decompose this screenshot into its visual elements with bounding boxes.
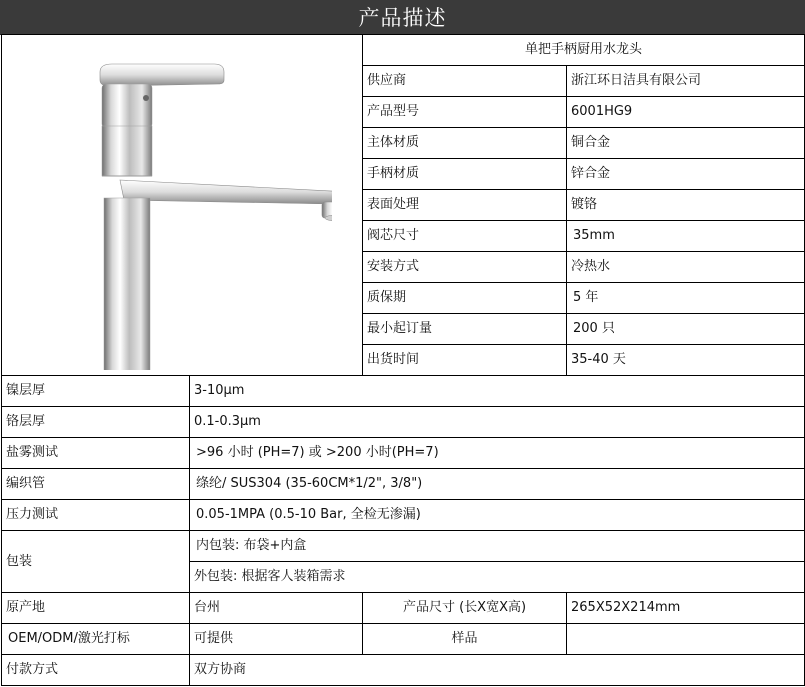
oem-label: OEM/ODM/激光打标 — [2, 624, 190, 655]
packaging-inner: 内包装: 布袋+内盒 — [190, 531, 805, 562]
oem-value: 可提供 — [190, 624, 363, 655]
spec-value: 35mm — [567, 221, 805, 252]
spec-value: 镀铬 — [567, 190, 805, 221]
origin-size-row — [2, 593, 805, 624]
spec-label: 阀芯尺寸 — [363, 221, 567, 252]
detail-row — [2, 469, 805, 500]
detail-row — [2, 376, 805, 407]
sample-value — [567, 624, 805, 655]
detail-value: >96 小时 (PH=7) 或 >200 小时(PH=7) — [190, 438, 805, 469]
sample-label: 样品 — [363, 624, 567, 655]
payment-value: 双方协商 — [190, 655, 805, 686]
spec-label: 手柄材质 — [363, 159, 567, 190]
origin-value: 台州 — [190, 593, 363, 624]
detail-label: 压力测试 — [2, 500, 190, 531]
packaging-outer: 外包装: 根据客人装箱需求 — [190, 562, 805, 593]
title-bar — [0, 0, 805, 35]
spec-value: 浙江环日洁具有限公司 — [567, 66, 805, 97]
faucet-icon — [2, 35, 362, 375]
spec-value: 35-40 天 — [567, 345, 805, 376]
spec-label: 主体材质 — [363, 128, 567, 159]
detail-row — [2, 407, 805, 438]
page-title: 产品描述 — [358, 6, 447, 30]
detail-value: 0.05-1MPA (0.5-10 Bar, 全检无渗漏) — [190, 500, 805, 531]
spec-value: 铜合金 — [567, 128, 805, 159]
product-image-cell — [2, 35, 363, 376]
detail-label: 铬层厚 — [2, 407, 190, 438]
packaging-label: 包装 — [2, 531, 190, 593]
spec-label: 表面处理 — [363, 190, 567, 221]
product-name: 单把手柄厨用水龙头 — [363, 35, 805, 66]
payment-row — [2, 655, 805, 686]
spec-label: 产品型号 — [363, 97, 567, 128]
spec-label: 出货时间 — [363, 345, 567, 376]
spec-value: 5 年 — [567, 283, 805, 314]
detail-value: 0.1-0.3μm — [190, 407, 805, 438]
size-value: 265X52X214mm — [567, 593, 805, 624]
detail-label: 镍层厚 — [2, 376, 190, 407]
detail-label: 编织管 — [2, 469, 190, 500]
spec-value: 200 只 — [567, 314, 805, 345]
spec-label: 安装方式 — [363, 252, 567, 283]
detail-row — [2, 438, 805, 469]
spec-value: 锌合金 — [567, 159, 805, 190]
spec-label: 供应商 — [363, 66, 567, 97]
detail-value: 3-10μm — [190, 376, 805, 407]
spec-label: 质保期 — [363, 283, 567, 314]
spec-value: 冷热水 — [567, 252, 805, 283]
product-name-row — [2, 35, 805, 66]
oem-sample-row — [2, 624, 805, 655]
detail-label: 盐雾测试 — [2, 438, 190, 469]
spec-table — [1, 34, 805, 686]
packaging-row — [2, 531, 805, 562]
spec-label: 最小起订量 — [363, 314, 567, 345]
size-label: 产品尺寸 (长X宽X高) — [363, 593, 567, 624]
spec-value: 6001HG9 — [567, 97, 805, 128]
payment-label: 付款方式 — [2, 655, 190, 686]
detail-value: 绦纶/ SUS304 (35-60CM*1/2", 3/8") — [190, 469, 805, 500]
detail-row — [2, 500, 805, 531]
origin-label: 原产地 — [2, 593, 190, 624]
